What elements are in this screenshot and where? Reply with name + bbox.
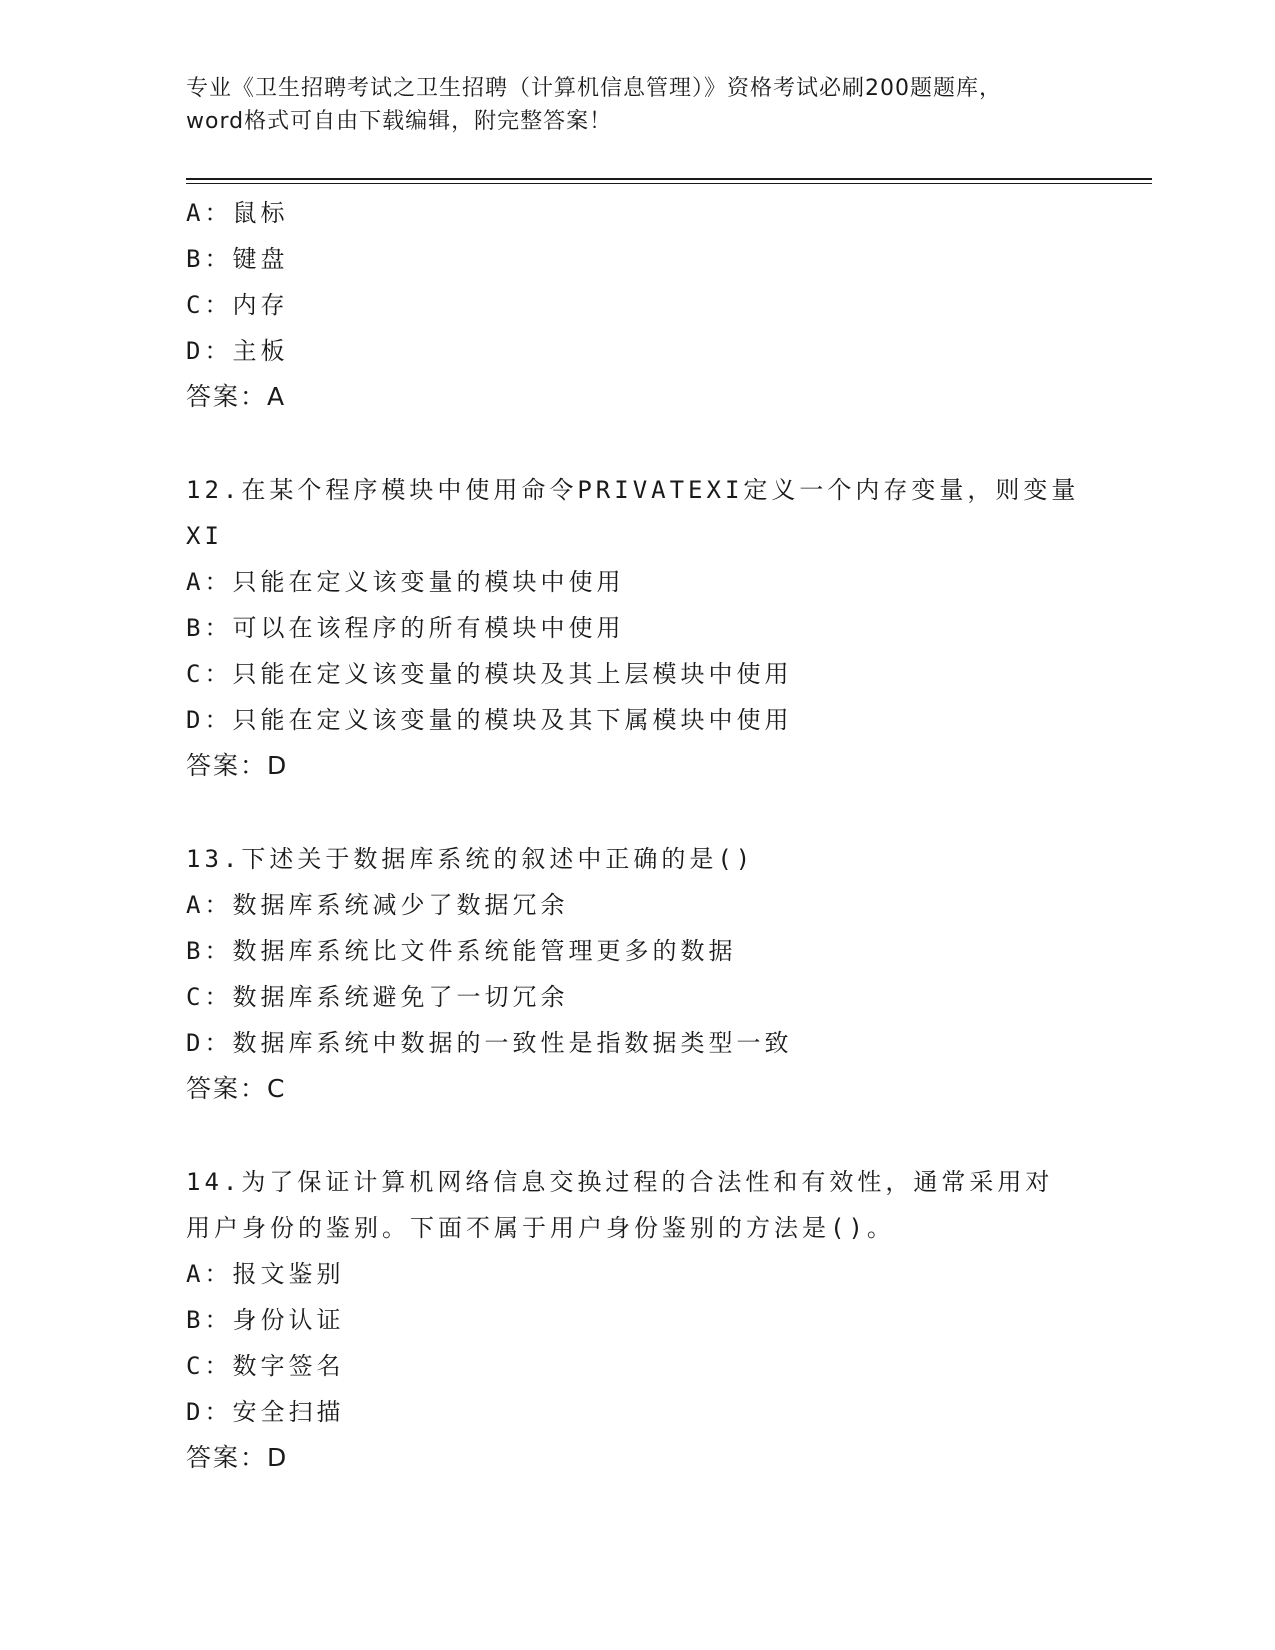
answer: 答案：C xyxy=(186,1074,287,1103)
answer: 答案：A xyxy=(186,382,287,411)
spacer xyxy=(186,789,1086,836)
option-c: C：数字签名 xyxy=(186,1352,345,1380)
header-divider-thin xyxy=(186,183,1152,184)
option-c: C：数据库系统避免了一切冗余 xyxy=(186,983,569,1011)
spacer xyxy=(186,1112,1086,1159)
question-14 xyxy=(186,1159,1086,1481)
question-stem-line-2: 用户身份的鉴别。下面不属于用户身份鉴别的方法是()。 xyxy=(186,1214,895,1242)
question-stem-line-1: 13.下述关于数据库系统的叙述中正确的是() xyxy=(186,845,755,873)
answer: 答案：D xyxy=(186,1443,289,1472)
page-header xyxy=(186,72,1086,138)
question-12 xyxy=(186,467,1086,789)
option-a: A：只能在定义该变量的模块中使用 xyxy=(186,568,625,596)
option-a: A：数据库系统减少了数据冗余 xyxy=(186,891,569,919)
option-d: D：安全扫描 xyxy=(186,1398,345,1426)
header-line-1: 专业《卫生招聘考试之卫生招聘（计算机信息管理）》资格考试必刷200题题库， xyxy=(186,76,1002,101)
header-divider-thick xyxy=(186,178,1152,180)
option-b: B：数据库系统比文件系统能管理更多的数据 xyxy=(186,937,737,965)
option-b: B：可以在该程序的所有模块中使用 xyxy=(186,614,625,642)
option-d: D：主板 xyxy=(186,337,289,365)
question-stem-line-2: XI xyxy=(186,522,223,550)
spacer xyxy=(186,420,1086,467)
question-13 xyxy=(186,836,1086,1112)
option-d: D：只能在定义该变量的模块及其下属模块中使用 xyxy=(186,706,793,734)
question-list xyxy=(186,190,1086,1481)
option-a: A：报文鉴别 xyxy=(186,1260,345,1288)
option-b: B：身份认证 xyxy=(186,1306,345,1334)
option-a: A：鼠标 xyxy=(186,199,289,227)
header-line-2: word格式可自由下载编辑，附完整答案！ xyxy=(186,109,613,134)
question-stem-line-1: 14.为了保证计算机网络信息交换过程的合法性和有效性，通常采用对 xyxy=(186,1168,1054,1196)
answer: 答案：D xyxy=(186,751,289,780)
option-b: B：键盘 xyxy=(186,245,289,273)
question-11 xyxy=(186,190,1086,420)
option-c: C：只能在定义该变量的模块及其上层模块中使用 xyxy=(186,660,793,688)
question-stem-line-1: 12.在某个程序模块中使用命令PRIVATEXI定义一个内存变量，则变量 xyxy=(186,476,1080,504)
option-c: C：内存 xyxy=(186,291,289,319)
option-d: D：数据库系统中数据的一致性是指数据类型一致 xyxy=(186,1029,793,1057)
